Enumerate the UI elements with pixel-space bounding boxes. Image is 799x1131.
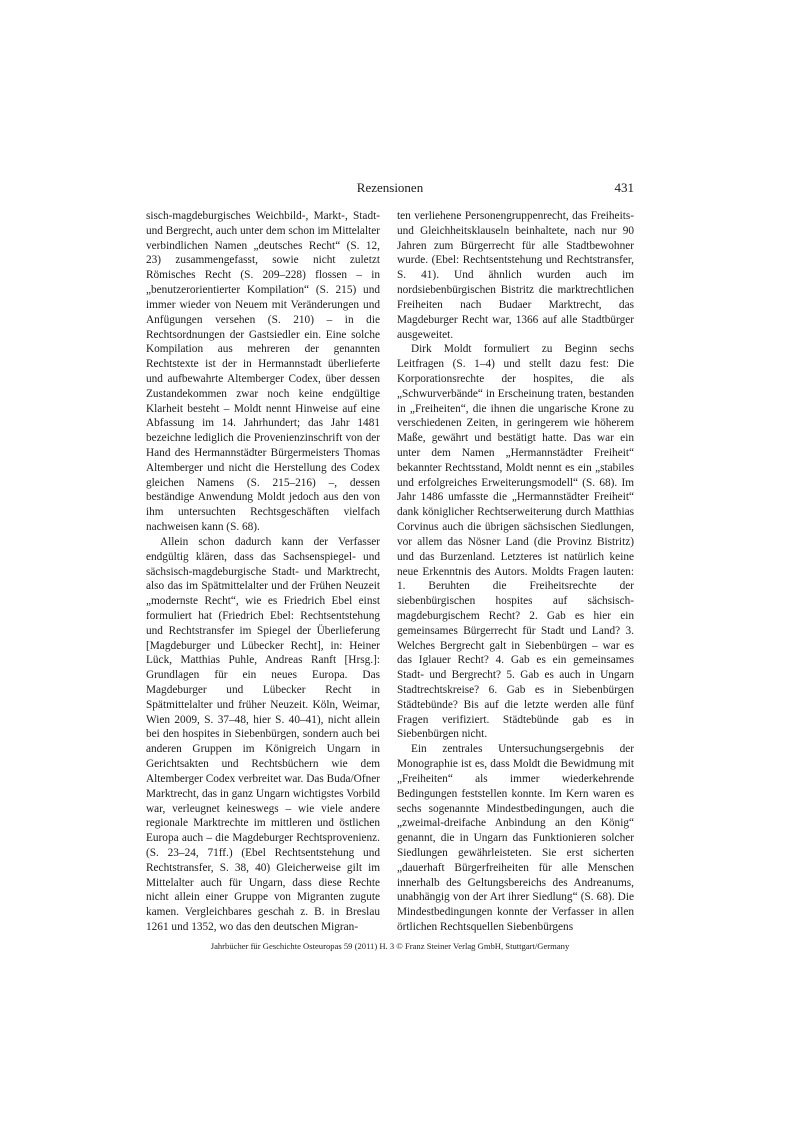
paragraph: Ein zentrales Untersuchungsergebnis der Monographie ist es, dass Moldt die Bewidmung mit „Freiheiten“ als immer wiederkehrende Bedingungen feststellen konnte. Im Kern waren es sechs sogenannte Mindestbedingungen, auch die „zweimal-dreifache Anbindung an den König“ genannt, die in Ungarn das Funktionieren solcher Siedlungen gewährleisteten. Sie erst sicherten „dauerhaft Bürgerfreiheiten für alle Menschen innerhalb des Geltungsbereichs des Andreanums, unabhängig von der Art ihrer Siedlung“ (S. 68). Die Mindestbedingungen konnte der Verfasser in allen örtlichen Rechtsquellen Siebenbürgens xyxy=(397,743,634,933)
paragraph: sisch-magdeburgisches Weichbild-, Markt-, Stadt- und Bergrecht, auch unter dem schon im Mittelalter verbindlichen Namen „deutsches Recht“ (S. 12, 23) zusammengefasst, sowie nicht zuletzt Römisches Recht (S. 209–228) flossen – in „benutzerorientierter Kompilation“ (S. 215) und immer wieder von Neuem mit Veränderungen und Anfügungen versehen (S. 210) – in die Rechtsordnungen der Gastsiedler ein. Eine solche Kompilation aus mehreren der genannten Rechtstexte ist der in Hermannstadt überlieferte und aufbewahrte Altemberger Codex, über dessen Zustandekommen zwar noch keine endgültige Klarheit besteht – Moldt nennt Hinweise auf eine Abfassung im 14. Jahrhundert; das Jahr 1481 bezeichne lediglich die Provenienzinschrift von der Hand des Hermannstädter Bürgermeisters Thomas Altemberger und nicht die Herstellung des Codex gleichen Namens (S. 215–216) –, dessen beständige Anwendung Moldt jedoch aus den von ihm untersuchten Rechtsgeschäften vielfach nachweisen kann (S. 68). xyxy=(146,210,380,534)
page-number: 431 xyxy=(614,180,634,195)
left-column xyxy=(146,209,380,935)
footer-imprint: Jahrbücher für Geschichte Osteuropas 59 (2011) H. 3 © Franz Steiner Verlag GmbH, Stuttgart/Germany xyxy=(210,941,570,951)
paragraph: Allein schon dadurch kann der Verfasser endgültig klären, dass das Sachsenspiegel- und sächsisch-magdeburgische Stadt- und Marktrecht, also das im Spätmittelalter und der Frühen Neuzeit „modernste Recht“, wie es Friedrich Ebel einst formuliert hat (Friedrich Ebel: Rechtsentstehung und Rechtstransfer im Spiegel der Überlieferung [Magdeburger und Lübecker Recht], in: Heiner Lück, Matthias Puhle, Andreas Ranft [Hrsg.]: Grundlagen für ein neues Europa. Das Magdeburger und Lübecker Recht in Spätmittelalter und früher Neuzeit. Köln, Weimar, Wien 2009, S. 37–48, hier S. 40–41), nicht allein bei den hospites in Siebenbürgen, sondern auch bei anderen Gruppen im Königreich Ungarn in Gerichtsakten und Rechtsbüchern wie dem Altemberger Codex verbreitet war. Das Buda/Ofner Marktrecht, das in ganz Ungarn wichtigstes Vorbild war, verleugnet keineswegs – wie viele andere regionale Marktrechte im mittleren und östlichen Europa auch – die Magdeburger Rechtsprovenienz. (S. 23–24, 71ff.) (Ebel Rechtsentstehung und Rechtstransfer, S. 38, 40) Gleicherweise gilt im Mittelalter auch für Ungarn, dass diese Rechte nicht allein einer Gruppe von Migranten zugute kamen. Vergleichbares geschah z. B. in Breslau 1261 und 1352, wo das den deutschen Migran- xyxy=(146,535,380,933)
right-column xyxy=(397,209,634,935)
paragraph: ten verliehene Personengruppenrecht, das Freiheits- und Gleichheitsklauseln beinhaltete, nach nur 90 Jahren zum Bürgerrecht für alle Stadtbewohner wurde. (Ebel: Rechtsentstehung und Rechtstransfer, S. 41). Und ähnlich wurden auch im nordsiebenbürgischen Bistritz die marktrechtlichen Freiheiten nach Budaer Marktrecht, das Magdeburger Recht war, 1366 auf alle Stadtbürger ausgeweitet. xyxy=(397,210,634,341)
paragraph: Dirk Moldt formuliert zu Beginn sechs Leitfragen (S. 1–4) und stellt dazu fest: Die Korporationsrechte der hospites, die als „Schwurverbände“ in Erscheinung traten, bestanden in „Freiheiten“, die ihnen die ungarische Krone zu verschiedenen Zeiten, in geringerem wie höherem Maße, gewährt und bestätigt hatte. Das war ein unter dem Namen „Hermannstädter Freiheit“ bekannter Rechtsstand, Moldt nennt es ein „stabiles und erfolgreiches Erweiterungsmodell“ (S. 68). Im Jahr 1486 umfasste die „Hermannstädter Freiheit“ dank königlicher Rechtserweiterung durch Matthias Corvinus auch die übrigen sächsischen Siedlungen, vor allem das Nösner Land (die Provinz Bistritz) und das Burzenland. Letzteres ist natürlich keine neue Erkenntnis des Autors. Moldts Fragen lauten: 1. Beruhten die Freiheitsrechte der siebenbürgischen hospites auf sächsisch-magdeburgischem Recht? 2. Gab es hier ein gemeinsames Bürgerrecht für Stadt und Land? 3. Welches Bergrecht galt in Siebenbürgen – war es das Iglauer Recht? 4. Gab es ein gemeinsames Stadt- und Bergrecht? 5. Gab es auch in Ungarn Stadtrechtskreise? 6. Gab es in Siebenbürgen Städtebünde? Bis auf die letzte werden alle fünf Fragen verifiziert. Städtebünde gab es in Siebenbürgen nicht. xyxy=(397,343,634,741)
section-title: Rezensionen xyxy=(356,180,424,195)
